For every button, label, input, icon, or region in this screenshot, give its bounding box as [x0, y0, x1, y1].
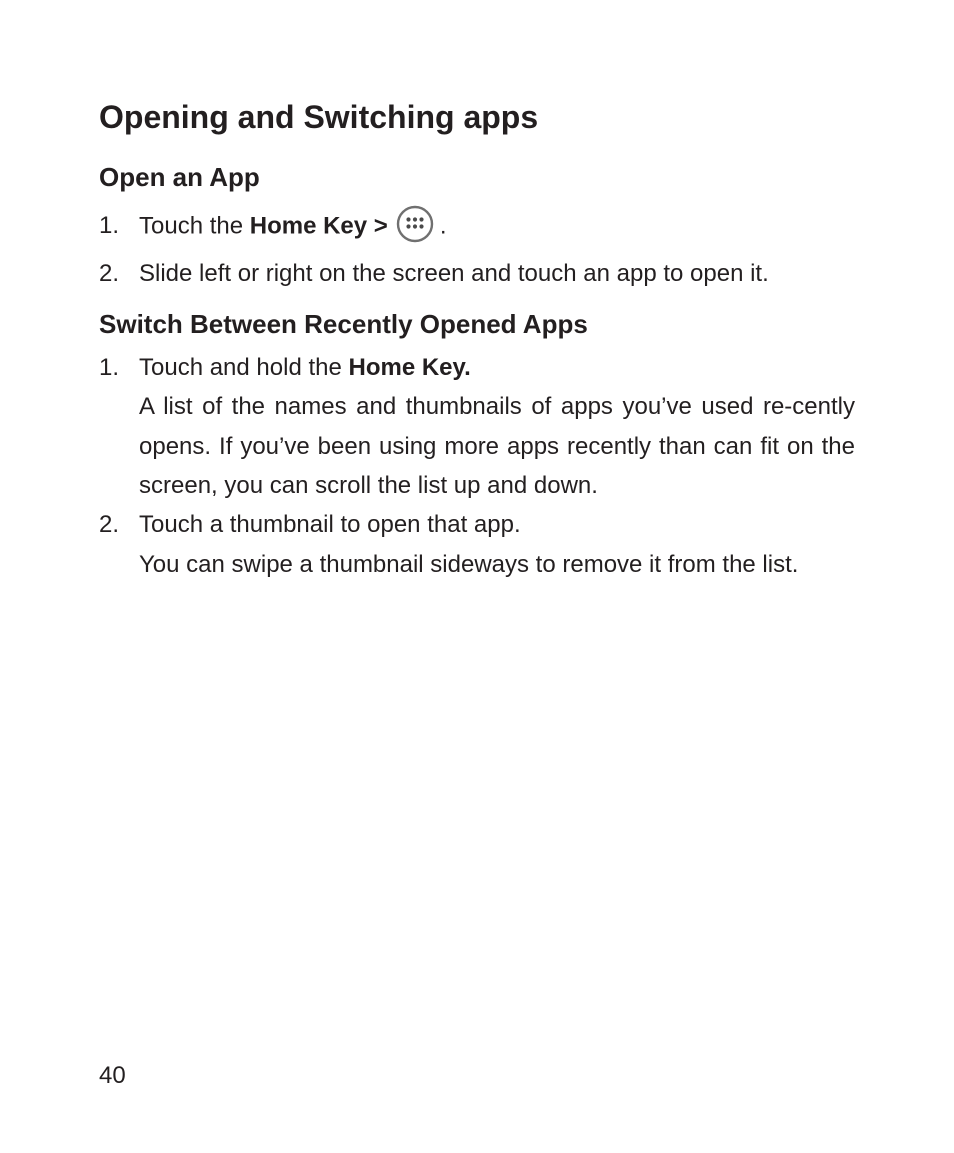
step-text [139, 353, 855, 383]
step-text-suffix: . [439, 212, 447, 240]
step-text-prefix: Touch the [139, 212, 250, 240]
step-detail: A list of the names and thumbnails of apps you’ve used re-cently opens. If you’ve been using more apps recently than can fit on the screen, you can scroll the list up and down. [139, 393, 855, 499]
step-number: 2. [99, 260, 120, 287]
home-key-label: Home Key. [348, 354, 471, 381]
step-detail: You can swipe a thumbnail sideways to remove it from the list. [139, 551, 799, 578]
step-number: 2. [99, 511, 120, 538]
step-number: 1. [99, 212, 120, 239]
step-number: 1. [99, 354, 120, 381]
step-text: Slide left or right on the screen and touch an app to open it. [139, 260, 769, 287]
open-app-step-2 [99, 259, 855, 289]
page-number: 40 [99, 1062, 126, 1089]
switch-apps-step-2 [99, 510, 855, 585]
all-apps-icon [396, 205, 434, 243]
home-key-label: Home Key > [249, 212, 388, 240]
open-app-step-1 [99, 211, 855, 243]
page-title: Opening and Switching apps [99, 99, 539, 135]
step-text-prefix: Touch and hold the [139, 354, 349, 381]
step-text: Touch a thumbnail to open that app. [139, 511, 521, 538]
section-heading-open-app: Open an App [99, 162, 260, 192]
step-text [139, 211, 855, 243]
section-heading-switch-apps: Switch Between Recently Opened Apps [99, 309, 588, 339]
switch-apps-step-1 [99, 353, 855, 506]
